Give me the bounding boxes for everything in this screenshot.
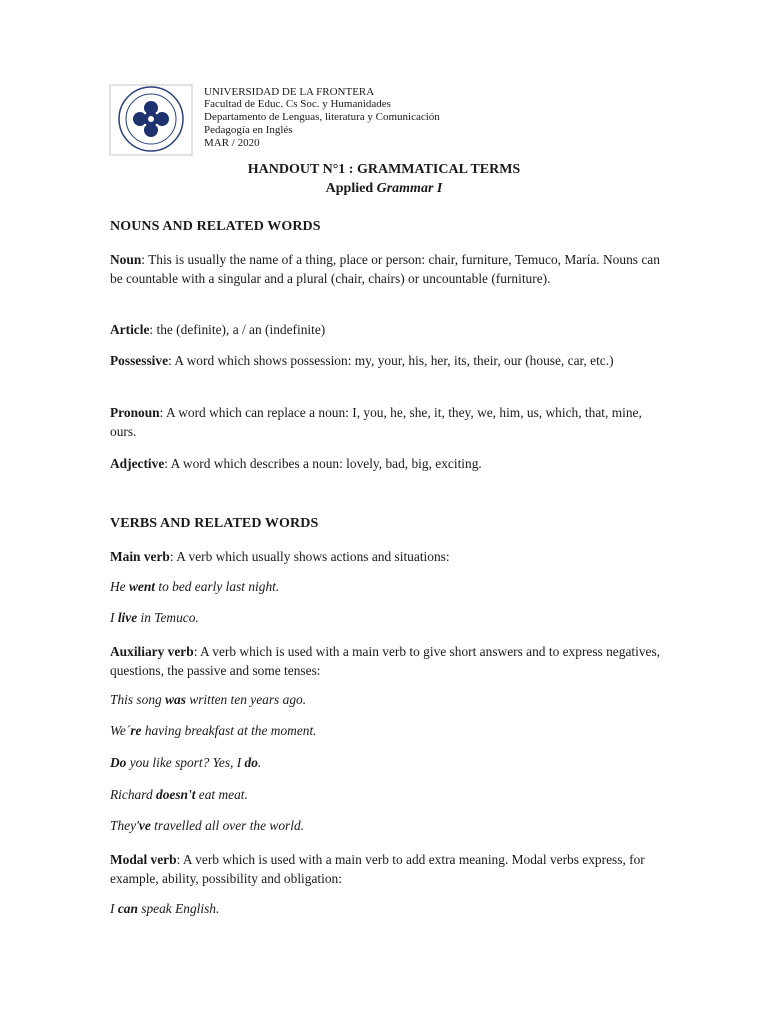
term-label: Main verb xyxy=(110,549,170,564)
example-sentence xyxy=(110,610,199,626)
definition-text: : A word which describes a noun: lovely, bad, big, exciting. xyxy=(164,456,482,471)
example-verb: live xyxy=(117,610,138,625)
university-name: UNIVERSIDAD DE LA FRONTERA xyxy=(204,86,375,98)
example-text: you like sport? Yes, I xyxy=(126,755,245,770)
definition-text: : This is usually the name of a thing, place or person: chair, furniture, Temuco, María. Nouns can be countable with a singular and a plural (chair, chairs) or uncountable (furniture). xyxy=(110,252,660,286)
example-verb: doesn't xyxy=(156,787,196,802)
university-logo xyxy=(109,84,193,156)
subtitle-prefix: Applied xyxy=(325,181,377,196)
example-verb: re xyxy=(130,723,142,738)
example-sentence xyxy=(110,755,261,771)
definition-article xyxy=(110,320,670,339)
example-text: travelled all over the world. xyxy=(150,818,305,833)
definition-text: : A verb which is used with a main verb to give short answers and to express negatives, questions, the passive and some tenses: xyxy=(110,644,661,678)
handout-subtitle xyxy=(0,181,768,197)
example-verb: Do xyxy=(110,755,127,770)
example-verb: ve xyxy=(138,818,151,833)
example-text: I xyxy=(110,901,118,916)
example-text: having breakfast at the moment. xyxy=(141,723,317,738)
example-verb: do xyxy=(244,755,258,770)
example-sentence xyxy=(110,723,317,739)
example-sentence xyxy=(110,787,248,803)
example-text: speak English. xyxy=(137,901,220,916)
definition-text: : the (definite), a / an (indefinite) xyxy=(149,322,326,337)
term-label: Adjective xyxy=(110,456,165,471)
definition-adjective xyxy=(110,454,670,473)
document-date: MAR / 2020 xyxy=(204,137,260,149)
definition-possessive xyxy=(110,351,670,370)
definition-text: : A word which can replace a noun: I, you, he, she, it, they, we, him, us, which, that, mine, ours. xyxy=(110,405,642,439)
example-text: They' xyxy=(110,818,139,833)
example-text: Richard xyxy=(110,787,156,802)
program-name: Pedagogía en Inglés xyxy=(204,124,293,136)
example-verb: was xyxy=(165,692,186,707)
example-sentence xyxy=(110,692,306,708)
example-text: I xyxy=(110,610,118,625)
example-text: . xyxy=(257,755,262,770)
example-text: to bed early last night. xyxy=(155,579,280,594)
definition-modal-verb xyxy=(110,850,670,888)
example-sentence xyxy=(110,901,219,917)
section-heading-verbs: VERBS AND RELATED WORDS xyxy=(110,516,319,531)
definition-text: : A verb which is used with a main verb to add extra meaning. Modal verbs express, for example, ability, possibility and obligation: xyxy=(110,852,645,886)
term-label: Possessive xyxy=(110,353,169,368)
example-text: eat meat. xyxy=(195,787,248,802)
handout-title: HANDOUT N°1 : GRAMMATICAL TERMS xyxy=(247,162,521,177)
term-label: Article xyxy=(110,322,150,337)
term-label: Modal verb xyxy=(110,852,177,867)
term-label: Pronoun xyxy=(110,405,160,420)
faculty-name: Facultad de Educ. Cs Soc. y Humanidades xyxy=(204,98,391,110)
definition-text: : A word which shows possession: my, your, his, her, its, their, our (house, car, etc.) xyxy=(168,353,614,368)
department-name: Departamento de Lenguas, literatura y Comunicación xyxy=(204,111,440,123)
example-text: We´ xyxy=(110,723,131,738)
example-text: He xyxy=(110,579,129,594)
definition-noun xyxy=(110,250,670,288)
subtitle-course: Grammar I xyxy=(376,181,443,196)
definition-pronoun xyxy=(110,403,670,441)
example-text: in Temuco. xyxy=(137,610,199,625)
example-sentence xyxy=(110,818,304,834)
definition-auxiliary-verb xyxy=(110,642,670,680)
definition-text: : A verb which usually shows actions and situations: xyxy=(169,549,450,564)
example-text: written ten years ago. xyxy=(185,692,307,707)
example-sentence xyxy=(110,579,279,595)
section-heading-nouns: NOUNS AND RELATED WORDS xyxy=(110,219,321,234)
term-label: Auxiliary verb xyxy=(110,644,194,659)
example-verb: can xyxy=(117,901,138,916)
example-verb: went xyxy=(128,579,156,594)
term-label: Noun xyxy=(110,252,142,267)
definition-main-verb xyxy=(110,547,670,566)
example-text: This song xyxy=(110,692,166,707)
